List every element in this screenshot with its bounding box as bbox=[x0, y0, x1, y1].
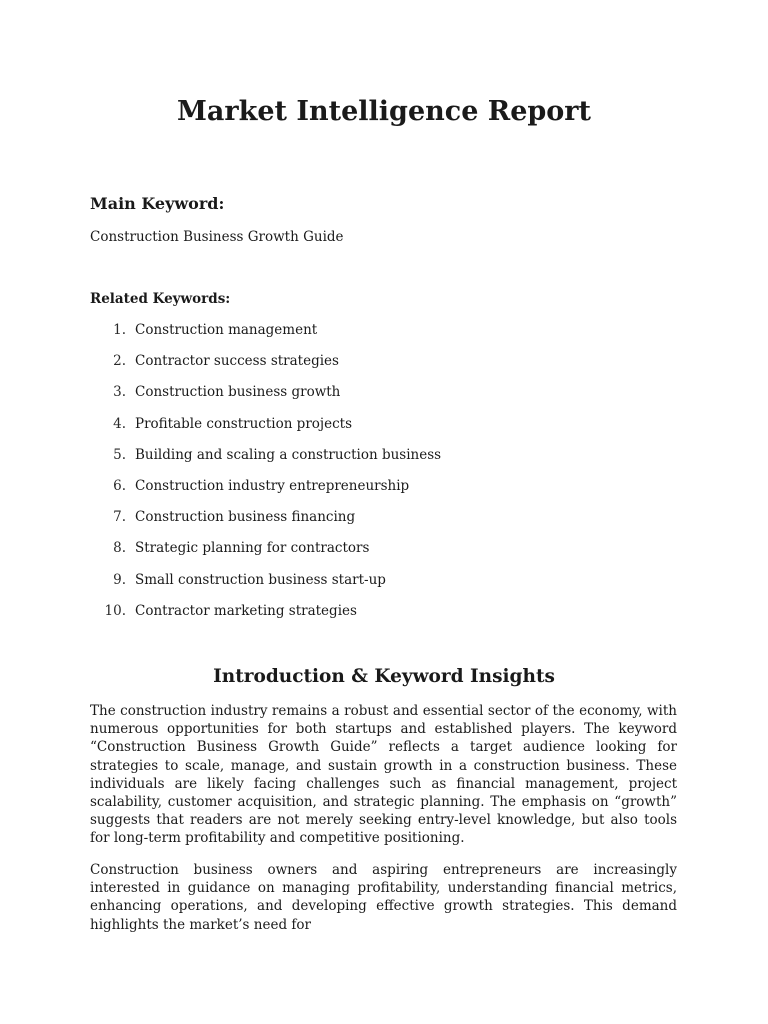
list-item bbox=[90, 476, 690, 507]
section-heading: Introduction & Keyword Insights bbox=[213, 666, 555, 687]
body-paragraph: The construction industry remains a robust and essential sector of the economy, with numerous opportunities for both startups and established players. The keyword “Construction Business Growth Guide” reflects a target audience looking for strategies to scale, manage, and sustain growth in a construction business. These individuals are likely facing challenges such as financial management, project scalability, customer acquisition, and strategic planning. The emphasis on “growth” suggests that readers are not merely seeking entry-level knowledge, but also tools for long-term profitability and competitive positioning. bbox=[90, 703, 677, 847]
list-item bbox=[90, 320, 690, 351]
list-item-number: 3. bbox=[113, 384, 126, 401]
list-item bbox=[90, 351, 690, 382]
list-item-text: Contractor success strategies bbox=[135, 353, 339, 370]
list-item bbox=[90, 538, 690, 569]
list-item-text: Construction business growth bbox=[135, 384, 341, 401]
list-item-text: Building and scaling a construction business bbox=[135, 446, 442, 463]
list-item bbox=[90, 570, 690, 601]
list-item-number: 10. bbox=[104, 602, 126, 619]
list-item-number: 6. bbox=[113, 477, 126, 494]
body-paragraph: Construction business owners and aspiring entrepreneurs are increasingly interested in guidance on managing profitability, understanding financial metrics, enhancing operations, and developing effective growth strategies. This demand highlights the market’s need for bbox=[90, 862, 677, 933]
list-item-number: 4. bbox=[113, 415, 126, 432]
list-item bbox=[90, 507, 690, 538]
list-item-text: Contractor marketing strategies bbox=[135, 602, 357, 619]
list-item bbox=[90, 601, 690, 632]
list-item-number: 5. bbox=[113, 446, 126, 463]
list-item bbox=[90, 382, 690, 413]
main-keyword-value: Construction Business Growth Guide bbox=[90, 229, 344, 245]
list-item-text: Small construction business start-up bbox=[135, 571, 386, 588]
list-item-text: Construction management bbox=[135, 322, 318, 338]
list-item bbox=[90, 414, 690, 445]
list-item-number: 2. bbox=[113, 353, 126, 370]
list-item-number: 1. bbox=[113, 322, 126, 338]
main-keyword-heading: Main Keyword: bbox=[90, 194, 225, 213]
related-keywords-list bbox=[90, 320, 690, 632]
list-item-number: 9. bbox=[113, 571, 126, 588]
list-item-number: 7. bbox=[113, 509, 126, 526]
list-item-text: Profitable construction projects bbox=[135, 415, 352, 432]
list-item bbox=[90, 445, 690, 476]
list-item-text: Construction industry entrepreneurship bbox=[135, 477, 410, 494]
list-item-number: 8. bbox=[113, 540, 126, 557]
list-item-text: Construction business financing bbox=[135, 509, 356, 526]
document-title: Market Intelligence Report bbox=[177, 96, 591, 127]
list-item-text: Strategic planning for contractors bbox=[135, 540, 370, 557]
related-keywords-heading: Related Keywords: bbox=[90, 291, 231, 307]
